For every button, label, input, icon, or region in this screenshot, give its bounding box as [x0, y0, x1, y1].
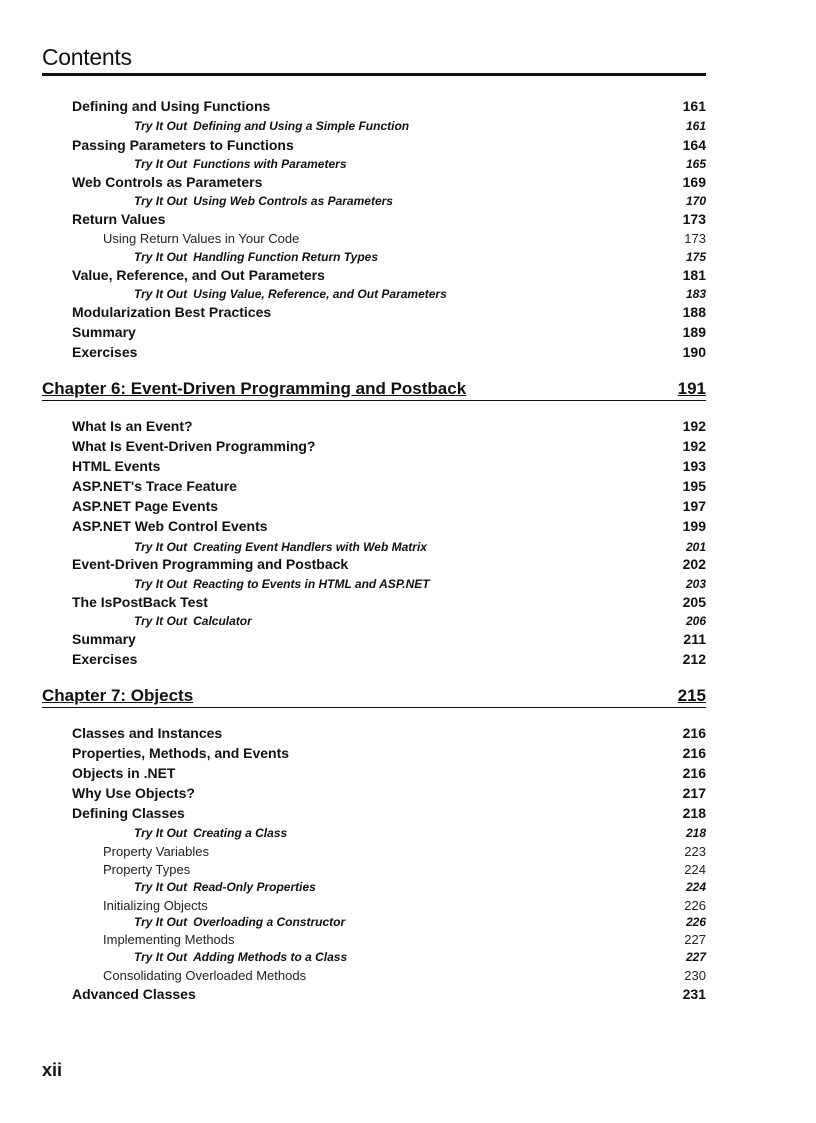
entry-label: Passing Parameters to Functions [72, 137, 294, 153]
entry-label: Overloading a Constructor [193, 915, 346, 929]
entry-label: Event-Driven Programming and Postback [72, 556, 349, 572]
entry-page: 188 [682, 304, 706, 320]
entry-label: HTML Events [72, 458, 161, 474]
entry-label-group [134, 157, 347, 171]
entry-label: Using Web Controls as Parameters [193, 194, 393, 208]
entry-label: Adding Methods to a Class [193, 950, 348, 964]
entry-label-group [134, 540, 427, 554]
entry-label: ASP.NET Page Events [72, 498, 219, 514]
entry-page: 203 [685, 577, 706, 591]
entry-label: Return Values [72, 211, 166, 227]
try-it-out-prefix: Try It Out [134, 915, 188, 929]
entry-label: Functions with Parameters [193, 157, 347, 171]
entry-page: 227 [684, 932, 706, 947]
entry-page: 226 [684, 898, 706, 913]
entry-page: 216 [682, 725, 706, 741]
entry-page: 199 [682, 518, 706, 534]
try-it-out-prefix: Try It Out [134, 614, 188, 628]
entry-page: 224 [684, 862, 706, 877]
chapter-title: Chapter 7: Objects [42, 686, 194, 705]
entry-page: 183 [685, 287, 706, 301]
chapter-heading [42, 685, 706, 708]
entry-label: Implementing Methods [103, 932, 235, 947]
entry-label: Handling Function Return Types [193, 250, 379, 264]
entry-label-group [134, 880, 316, 894]
entry-page: 231 [682, 986, 706, 1002]
entry-label: Classes and Instances [72, 725, 223, 741]
entry-label-group [134, 915, 345, 929]
entry-label: Defining and Using a Simple Function [193, 119, 410, 133]
entry-page: 189 [682, 324, 706, 340]
entry-label: Using Value, Reference, and Out Parameters [193, 287, 447, 301]
entry-label: Summary [72, 631, 136, 647]
entry-label-group [134, 287, 447, 301]
entry-label: Advanced Classes [72, 986, 196, 1002]
try-it-out-prefix: Try It Out [134, 287, 188, 301]
entry-label: Initializing Objects [103, 898, 208, 913]
entry-label: Creating Event Handlers with Web Matrix [193, 540, 427, 554]
entry-label: Property Variables [103, 844, 209, 859]
entry-label: Consolidating Overloaded Methods [103, 968, 307, 983]
entry-page: 226 [685, 915, 706, 929]
chapter-page: 215 [677, 686, 706, 705]
entry-page: 197 [682, 498, 706, 514]
try-it-out-prefix: Try It Out [134, 250, 188, 264]
entry-page: 175 [685, 250, 706, 264]
try-it-out-prefix: Try It Out [134, 119, 188, 133]
entry-label: Using Return Values in Your Code [103, 231, 300, 246]
page-title: Contents [42, 44, 132, 70]
entry-page: 169 [682, 174, 706, 190]
entry-page: 216 [682, 745, 706, 761]
entry-label: ASP.NET Web Control Events [72, 518, 268, 534]
entry-label-group [134, 194, 393, 208]
entry-page: 193 [682, 458, 706, 474]
entry-page: 212 [682, 651, 706, 667]
try-it-out-prefix: Try It Out [134, 826, 188, 840]
entry-label: Read-Only Properties [193, 880, 316, 894]
entry-label-group [134, 577, 430, 591]
entry-label: Objects in .NET [72, 765, 176, 781]
entry-page: 164 [682, 137, 706, 153]
entry-page: 190 [682, 344, 706, 360]
entry-label: ASP.NET's Trace Feature [72, 478, 237, 494]
entry-label: Reacting to Events in HTML and ASP.NET [193, 577, 430, 591]
entry-label: Modularization Best Practices [72, 304, 272, 320]
entry-label: What Is Event-Driven Programming? [72, 438, 316, 454]
entry-page: 161 [682, 98, 706, 114]
entry-page: 216 [682, 765, 706, 781]
entry-label: Value, Reference, and Out Parameters [72, 267, 325, 283]
entry-page: 181 [682, 267, 706, 283]
try-it-out-prefix: Try It Out [134, 880, 188, 894]
chapter-heading [42, 378, 706, 401]
entry-page: 224 [685, 880, 706, 894]
entry-label: What Is an Event? [72, 418, 193, 434]
entry-label: Defining Classes [72, 805, 185, 821]
entry-page: 173 [682, 211, 706, 227]
entry-label: Why Use Objects? [72, 785, 195, 801]
entry-label: Exercises [72, 651, 138, 667]
entry-page: 205 [682, 594, 706, 610]
entry-label: Creating a Class [193, 826, 288, 840]
entry-page: 173 [684, 231, 706, 246]
entry-page: 227 [685, 950, 706, 964]
entry-page: 195 [682, 478, 706, 494]
chapter-title: Chapter 6: Event-Driven Programming and Postback [42, 379, 467, 398]
entry-page: 230 [684, 968, 706, 983]
entry-label-group [134, 826, 287, 840]
entry-label-group [134, 950, 347, 964]
entry-page: 201 [685, 540, 706, 554]
try-it-out-prefix: Try It Out [134, 950, 188, 964]
try-it-out-prefix: Try It Out [134, 540, 188, 554]
try-it-out-prefix: Try It Out [134, 194, 188, 208]
entry-page: 218 [685, 826, 706, 840]
entry-page: 223 [684, 844, 706, 859]
page-number: xii [42, 1060, 63, 1080]
entry-page: 217 [682, 785, 706, 801]
entry-label: Property Types [103, 862, 191, 877]
entry-page: 161 [685, 119, 706, 133]
entry-page: 211 [683, 631, 706, 647]
try-it-out-prefix: Try It Out [134, 577, 188, 591]
entry-label: Summary [72, 324, 136, 340]
entry-label-group [134, 250, 378, 264]
entry-page: 192 [682, 438, 706, 454]
entry-page: 192 [682, 418, 706, 434]
entry-page: 170 [685, 194, 706, 208]
chapter-page: 191 [677, 379, 706, 398]
entry-label: Defining and Using Functions [72, 98, 271, 114]
entry-page: 202 [682, 556, 706, 572]
entry-page: 165 [685, 157, 706, 171]
title-rule [42, 73, 706, 76]
entry-label: Exercises [72, 344, 138, 360]
entry-page: 218 [682, 805, 706, 821]
entry-label: Web Controls as Parameters [72, 174, 263, 190]
entry-label: Calculator [193, 614, 252, 628]
entry-label-group [134, 119, 409, 133]
entry-label: Properties, Methods, and Events [72, 745, 290, 761]
entry-page: 206 [685, 614, 706, 628]
entry-label-group [134, 614, 252, 628]
entry-label: The IsPostBack Test [72, 594, 208, 610]
try-it-out-prefix: Try It Out [134, 157, 188, 171]
